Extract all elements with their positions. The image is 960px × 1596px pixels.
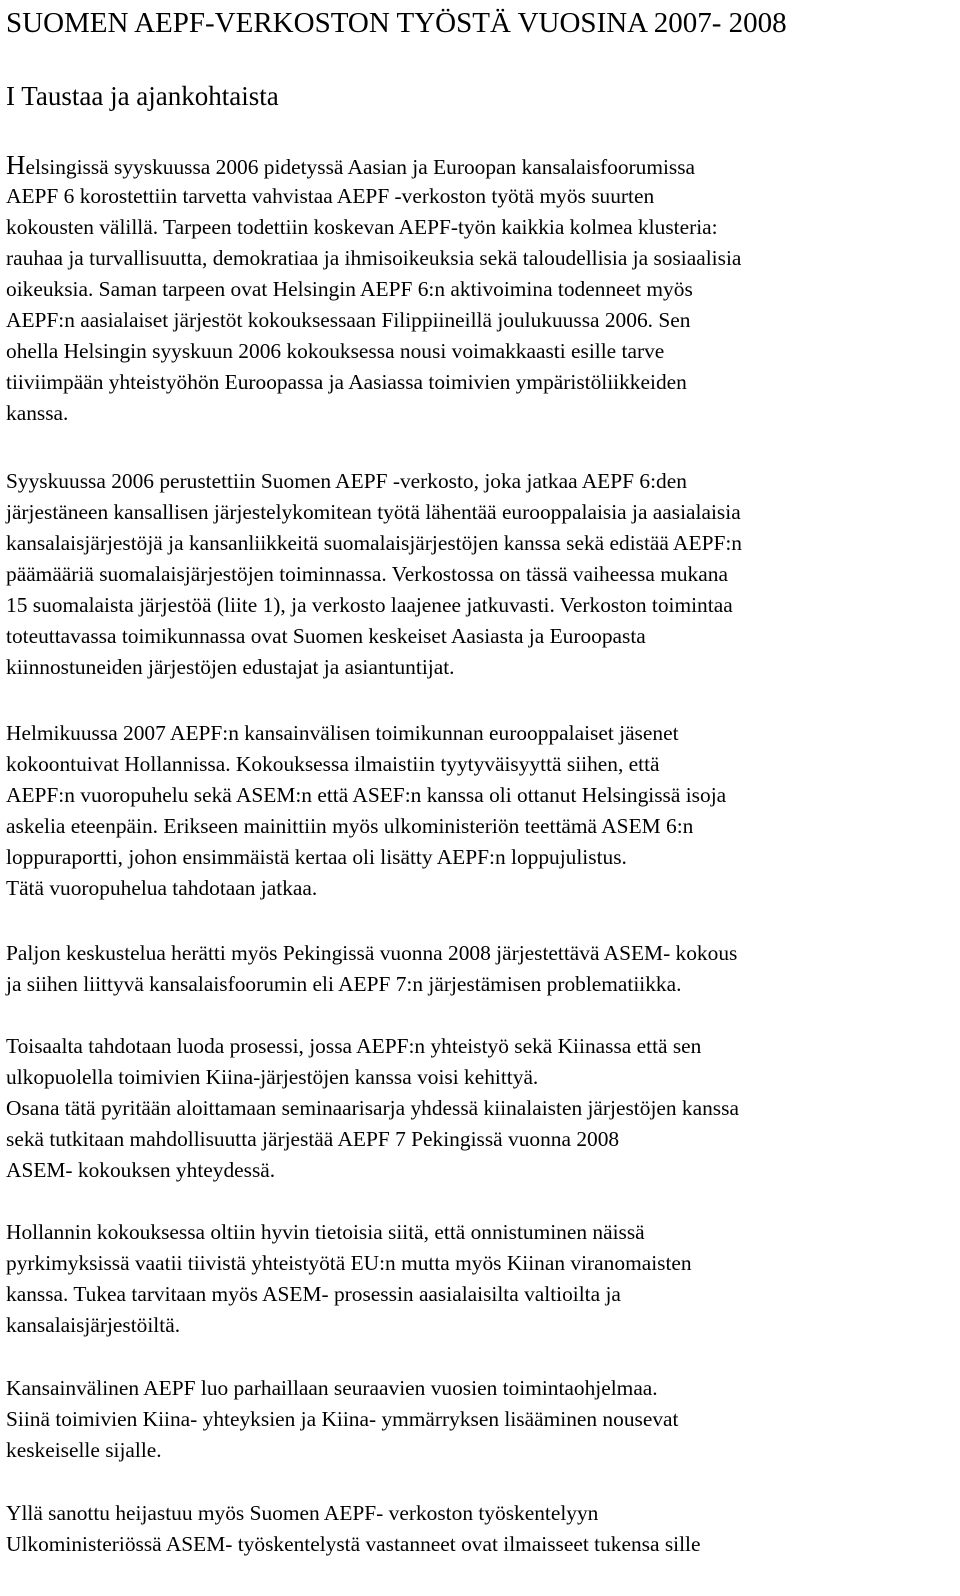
paragraph-line: kansalaisjärjestöjä ja kansanliikkeitä suomalaisjärjestöjen kanssa sekä edistää AEPF:n: [6, 531, 743, 555]
paragraph-line: AEPF:n aasialaiset järjestöt kokouksessaan Filippiineillä joulukuussa 2006. Sen: [6, 308, 691, 332]
paragraph-line: ulkopuolella toimivien Kiina-järjestöjen kanssa voisi kehittyä.: [6, 1065, 539, 1089]
paragraph-line: Kansainvälinen AEPF luo parhaillaan seuraavien vuosien toimintaohjelmaa.: [6, 1376, 658, 1400]
paragraph-line: ohella Helsingin syyskuun 2006 kokouksessa nousi voimakkaasti esille tarve: [6, 339, 665, 363]
paragraph-line: oikeuksia. Saman tarpeen ovat Helsingin AEPF 6:n aktivoimina todenneet myös: [6, 277, 693, 301]
paragraph-line: Osana tätä pyritään aloittamaan seminaarisarja yhdessä kiinalaisten järjestöjen kanssa: [6, 1096, 739, 1120]
paragraph-line: sekä tutkitaan mahdollisuutta järjestää AEPF 7 Pekingissä vuonna 2008: [6, 1127, 620, 1151]
paragraph: [6, 938, 956, 1000]
document-title: SUOMEN AEPF-VERKOSTON TYÖSTÄ VUOSINA 2007- 2008: [6, 7, 787, 39]
paragraph: [6, 718, 956, 904]
paragraph-line: Ulkoministeriössä ASEM- työskentelystä vastanneet ovat ilmaisseet tukensa sille: [6, 1532, 701, 1556]
paragraph-line: kansalaisjärjestöiltä.: [6, 1313, 181, 1337]
paragraph-line: kanssa.: [6, 401, 69, 425]
paragraph: [6, 1217, 956, 1341]
paragraph-line: kiinnostuneiden järjestöjen edustajat ja asiantuntijat.: [6, 655, 455, 679]
paragraph-line: askelia eteenpäin. Erikseen mainittiin myös ulkoministeriön teettämä ASEM 6:n: [6, 814, 694, 838]
paragraph-line: 15 suomalaista järjestöä (liite 1), ja verkosto laajenee jatkuvasti. Verkoston toimintaa: [6, 593, 733, 617]
paragraph-line: Syyskuussa 2006 perustettiin Suomen AEPF -verkosto, joka jatkaa AEPF 6:den: [6, 469, 687, 493]
paragraph-line: Paljon keskustelua herätti myös Pekingissä vuonna 2008 järjestettävä ASEM- kokous: [6, 941, 738, 965]
paragraph: [6, 1498, 956, 1560]
paragraph-line: päämääriä suomalaisjärjestöjen toiminnassa. Verkostossa on tässä vaiheessa mukana: [6, 562, 728, 586]
paragraph-line: Helsingissä syyskuussa 2006 pidetyssä Aasian ja Euroopan kansalaisfoorumissa: [6, 150, 696, 180]
paragraph-line: Hollannin kokouksessa oltiin hyvin tietoisia siitä, että onnistuminen näissä: [6, 1220, 645, 1244]
section-heading: I Taustaa ja ajankohtaista: [6, 81, 279, 111]
paragraph-line: toteuttavassa toimikunnassa ovat Suomen keskeiset Aasiasta ja Euroopasta: [6, 624, 646, 648]
paragraph-line: järjestäneen kansallisen järjestelykomitean työtä lähentää eurooppalaisia ja aasialaisia: [6, 500, 741, 524]
paragraph-line: rauhaa ja turvallisuutta, demokratiaa ja ihmisoikeuksia sekä taloudellisia ja sosiaalisia: [6, 246, 742, 270]
paragraph-line: AEPF 6 korostettiin tarvetta vahvistaa AEPF -verkoston työtä myös suurten: [6, 184, 655, 208]
paragraph: [6, 466, 956, 683]
paragraph-line: Helmikuussa 2007 AEPF:n kansainvälisen toimikunnan eurooppalaiset jäsenet: [6, 721, 679, 745]
paragraph-line: kokousten välillä. Tarpeen todettiin koskevan AEPF-työn kaikkia kolmea klusteria:: [6, 215, 718, 239]
paragraph-line: keskeiselle sijalle.: [6, 1438, 162, 1462]
paragraph: [6, 1031, 956, 1186]
paragraph-line: kokoontuivat Hollannissa. Kokouksessa ilmaistiin tyytyväisyyttä siihen, että: [6, 752, 660, 776]
paragraph-line: loppuraportti, johon ensimmäistä kertaa oli lisätty AEPF:n loppujulistus.: [6, 845, 627, 869]
paragraph: [6, 1373, 956, 1466]
paragraph-line: Toisaalta tahdotaan luoda prosessi, jossa AEPF:n yhteistyö sekä Kiinassa että sen: [6, 1034, 702, 1058]
paragraph-line: kanssa. Tukea tarvitaan myös ASEM- prosessin aasialaisilta valtioilta ja: [6, 1282, 621, 1306]
paragraph-line: ja siihen liittyvä kansalaisfoorumin eli AEPF 7:n järjestämisen problematiikka.: [6, 972, 682, 996]
paragraph-line: Tätä vuoropuhelua tahdotaan jatkaa.: [6, 876, 318, 900]
paragraph-line: Siinä toimivien Kiina- yhteyksien ja Kiina- ymmärryksen lisääminen nousevat: [6, 1407, 679, 1431]
paragraph-line: AEPF:n vuoropuhelu sekä ASEM:n että ASEF:n kanssa oli ottanut Helsingissä isoja: [6, 783, 727, 807]
paragraph: [6, 150, 956, 429]
paragraph-line: Yllä sanottu heijastuu myös Suomen AEPF- verkoston työskentelyyn: [6, 1501, 599, 1525]
paragraph-line: tiiviimpään yhteistyöhön Euroopassa ja Aasiassa toimivien ympäristöliikkeiden: [6, 370, 687, 394]
paragraph-line: ASEM- kokouksen yhteydessä.: [6, 1158, 276, 1182]
paragraph-line: pyrkimyksissä vaatii tiivistä yhteistyötä EU:n mutta myös Kiinan viranomaisten: [6, 1251, 692, 1275]
